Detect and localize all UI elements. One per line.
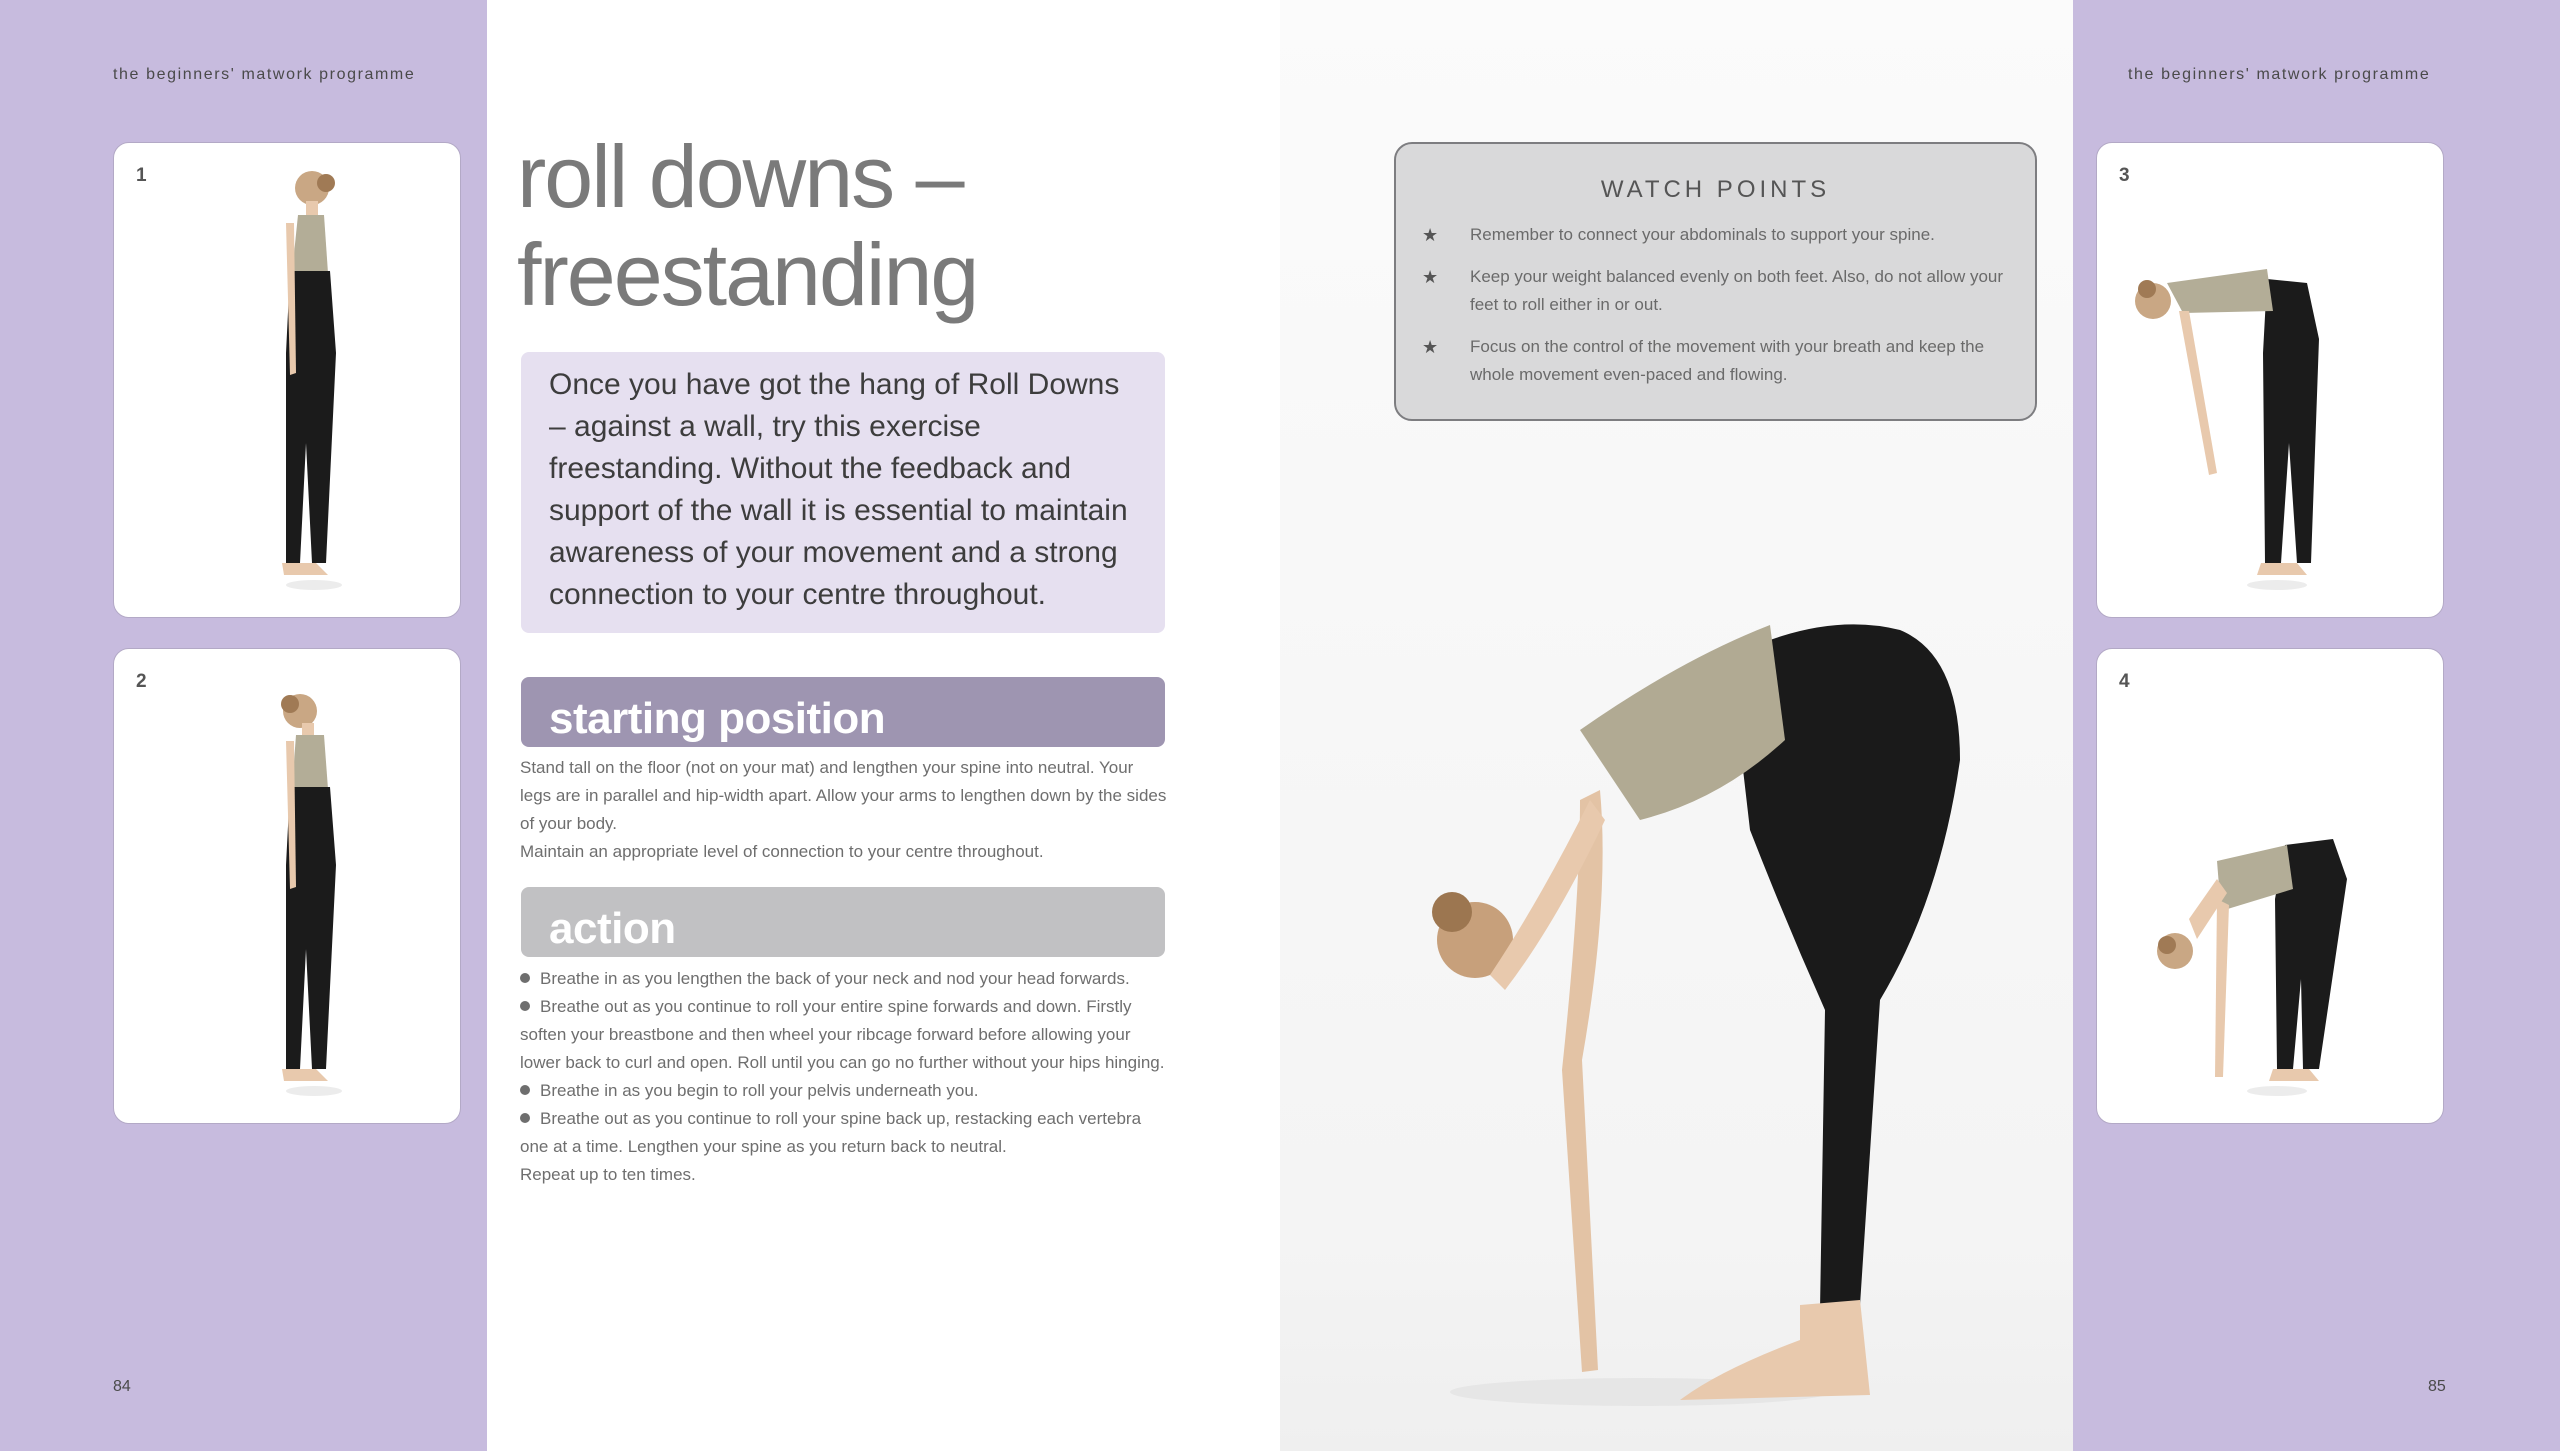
action-step [520, 1077, 1168, 1105]
step-number: 1 [136, 165, 147, 186]
action-step [520, 1105, 1168, 1161]
action-step-text: Breathe in as you lengthen the back of your neck and nod your head forwards. [540, 969, 1130, 988]
action-step-text: Breathe out as you continue to roll your spine back up, restacking each vertebra one at a time. Lengthen your spine as you return back to neutral. [520, 1109, 1142, 1156]
half-roll-figure-image [2097, 143, 2443, 617]
roll-down-main-photo [1280, 0, 2073, 1451]
action-step-text: Breathe in as you begin to roll your pelvis underneath you. [540, 1081, 979, 1100]
step-number: 4 [2119, 671, 2130, 692]
starting-position-paragraph: Maintain an appropriate level of connection to your centre throughout. [520, 842, 1044, 861]
watch-point-text: Focus on the control of the movement with your breath and keep the whole movement even-paced and flowing. [1470, 337, 1985, 384]
step-photo-card [2096, 142, 2444, 618]
action-step-text: Breathe out as you continue to roll your entire spine forwards and down. Firstly soften your breastbone and then wheel your ribcage forward before allowing your lower back to curl and open. Roll until you can go no further without your hips hinging. [520, 997, 1165, 1072]
bullet-icon [520, 973, 530, 983]
exercise-title [517, 128, 977, 324]
bullet-icon [520, 1001, 530, 1011]
intro-box: Once you have got the hang of Roll Downs – against a wall, try this exercise freestanding. Without the feedback and support of the wall it is essential to maintain awareness of your movement and a strong connection to your centre throughout. [521, 352, 1165, 633]
step-number: 2 [136, 671, 147, 692]
running-head-right: the beginners' matwork programme [2128, 66, 2431, 83]
repeat-instruction: Repeat up to ten times. [520, 1165, 696, 1184]
action-step [520, 965, 1168, 993]
running-head-left: the beginners' matwork programme [113, 66, 416, 83]
head-nod-figure-image [114, 649, 460, 1123]
star-icon: ★ [1422, 337, 1439, 357]
bullet-icon [520, 1113, 530, 1123]
action-step [520, 993, 1168, 1077]
title-line: freestanding [517, 225, 978, 324]
starting-position-paragraph: Stand tall on the floor (not on your mat) and lengthen your spine into neutral. Your legs are in parallel and hip-width apart. Allow your arms to lengthen down by the sides of your body. [520, 758, 1167, 833]
watch-point-text: Remember to connect your abdominals to support your spine. [1470, 225, 1935, 244]
step-photo-card [2096, 648, 2444, 1124]
step-number: 3 [2119, 165, 2130, 186]
bullet-icon [520, 1085, 530, 1095]
star-icon: ★ [1422, 225, 1439, 245]
page-number-right: 85 [2428, 1378, 2446, 1395]
starting-position-text [520, 754, 1168, 866]
starting-position-heading: starting position [521, 677, 1165, 747]
title-line: roll downs – [517, 127, 963, 226]
step-photo-card [113, 648, 461, 1124]
watch-point-text: Keep your weight balanced evenly on both feet. Also, do not allow your feet to roll either in or out. [1470, 267, 2004, 314]
action-heading: action [521, 887, 1165, 957]
star-icon: ★ [1422, 267, 1439, 287]
action-text [520, 965, 1168, 1189]
page-number-left: 84 [113, 1378, 131, 1395]
full-roll-figure-image [2097, 649, 2443, 1123]
standing-figure-image [114, 143, 460, 617]
watch-points-heading: WATCH POINTS [1600, 176, 1831, 203]
step-photo-card [113, 142, 461, 618]
